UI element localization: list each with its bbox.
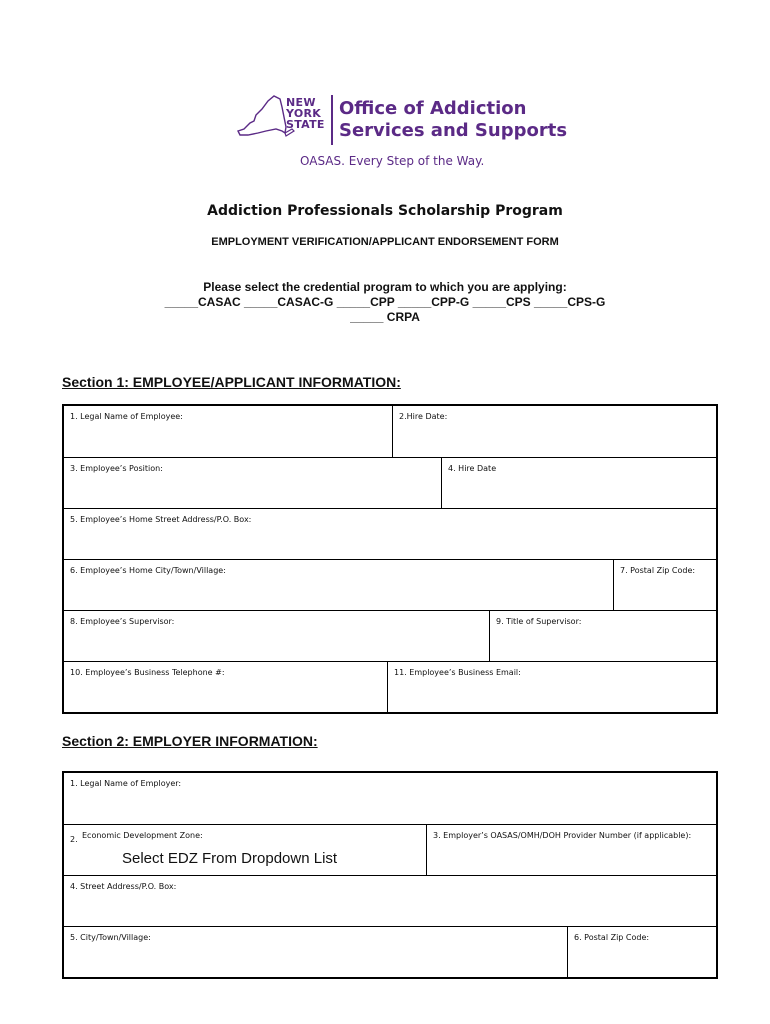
employee-info-table (62, 404, 718, 714)
table-row (64, 508, 716, 559)
employee-supervisor-field[interactable]: 8. Employee’s Supervisor: (70, 617, 175, 626)
table-row (64, 824, 716, 875)
table-row (64, 406, 716, 457)
employee-legal-name-field[interactable]: 1. Legal Name of Employee: (70, 412, 183, 421)
program-title: Addiction Professionals Scholarship Program (207, 203, 563, 219)
office-name: Office of Addiction Services and Supports (339, 98, 568, 141)
business-email-field[interactable]: 11. Employee’s Business Email: (387, 662, 716, 712)
edz-dropdown[interactable]: Select EDZ From Dropdown List (122, 850, 338, 867)
credential-options-line1[interactable]: _____CASAC _____CASAC-G _____CPP _____CPP-G _____CPS _____CPS-G (164, 295, 606, 309)
credential-options-line2[interactable]: _____ CRPA (350, 310, 420, 324)
table-row (64, 926, 716, 977)
provider-number-field[interactable]: 3. Employer’s OASAS/OMH/DOH Provider Number (if applicable): (426, 825, 716, 875)
table-row (64, 457, 716, 508)
table-row (64, 661, 716, 712)
table-row (64, 559, 716, 610)
form-title: EMPLOYMENT VERIFICATION/APPLICANT ENDORSEMENT FORM (211, 236, 559, 248)
business-telephone-field[interactable]: 10. Employee’s Business Telephone #: (70, 668, 225, 677)
logo-tagline: OASAS. Every Step of the Way. (300, 154, 485, 168)
credential-selection (0, 280, 770, 325)
hire-date-field[interactable]: 2.Hire Date: (392, 406, 716, 457)
employer-street-address-field[interactable]: 4. Street Address/P.O. Box: (70, 882, 177, 891)
employer-city-field[interactable]: 5. City/Town/Village: (70, 933, 151, 942)
ny-state-wordmark: NEW YORK STATE (286, 96, 325, 131)
employer-legal-name-field[interactable]: 1. Legal Name of Employer: (70, 779, 182, 788)
economic-development-zone-field[interactable]: 2. Economic Development Zone: Select EDZ From Dropdown List (70, 831, 338, 867)
table-row (64, 610, 716, 661)
section2-title: Section 2: EMPLOYER INFORMATION: (62, 733, 318, 749)
table-row (64, 875, 716, 926)
employee-street-address-field[interactable]: 5. Employee’s Home Street Address/P.O. Box: (70, 515, 252, 524)
table-row (64, 773, 716, 824)
hire-date-2-field[interactable]: 4. Hire Date (441, 458, 716, 508)
logo-divider (331, 95, 333, 145)
employee-position-field[interactable]: 3. Employee’s Position: (70, 464, 163, 473)
oasas-logo (236, 93, 568, 173)
employer-zip-field[interactable]: 6. Postal Zip Code: (567, 927, 716, 977)
select-prompt: Please select the credential program to which you are applying: (203, 280, 567, 294)
employee-zip-field[interactable]: 7. Postal Zip Code: (613, 560, 716, 610)
supervisor-title-field[interactable]: 9. Title of Supervisor: (489, 611, 716, 661)
employer-info-table (62, 771, 718, 979)
section1-title: Section 1: EMPLOYEE/APPLICANT INFORMATION: (62, 374, 401, 390)
employee-city-field[interactable]: 6. Employee’s Home City/Town/Village: (70, 566, 226, 575)
